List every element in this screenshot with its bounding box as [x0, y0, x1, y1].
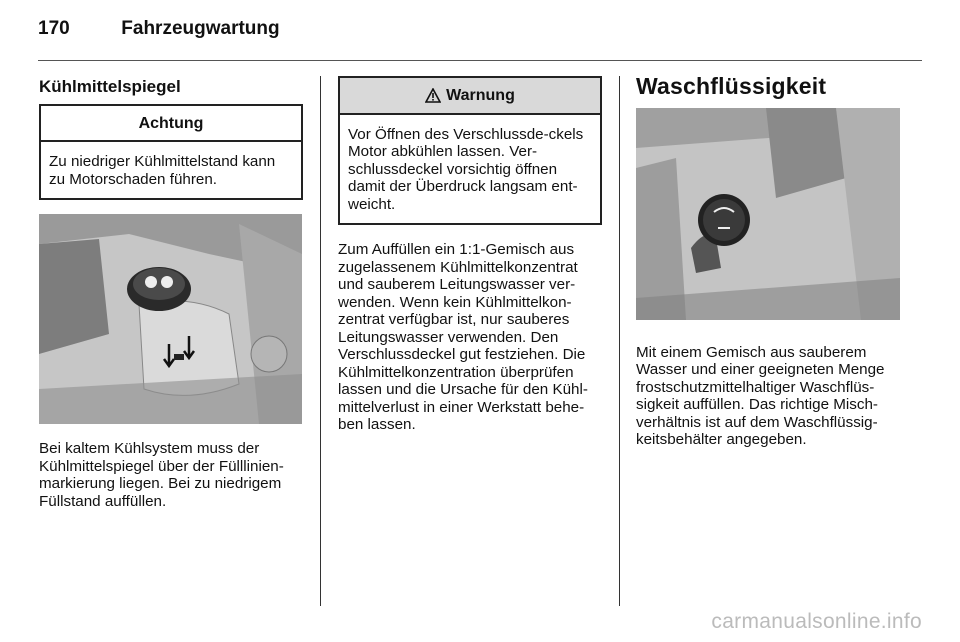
- chapter-title: Fahrzeugwartung: [121, 18, 280, 39]
- page-number: 170: [38, 18, 70, 39]
- header-rule: [38, 60, 922, 61]
- column-divider: [320, 76, 321, 606]
- watermark: carmanualsonline.info: [711, 610, 922, 633]
- washer-fluid-paragraph: Mit einem Gemisch aus sauberem Wasser und einer geeigneten Menge frostschutzmittelhaltiger Waschflüs-sigkeit auffüllen. Das richtige Misch-verhältnis ist auf dem Waschflüssig-keitsbehälter angegeben.: [636, 343, 885, 448]
- coolant-reservoir-illustration: [39, 214, 302, 424]
- refill-paragraph: Zum Auffüllen ein 1:1-Gemisch aus zugelassenem Kühlmittelkonzentrat und sauberem Leitungswasser ver-wenden. Wenn kein Kühlmittelkon-zentrat verfügbar ist, nur sauberes Leitungswasser verwenden. Den Verschlussdeckel gut festziehen. Die Kühlmittelkonzentration überprüfen lassen und die Ursache für den Kühl-mittelverlust in einer Werkstatt behe-ben lassen.: [338, 241, 588, 433]
- section-heading-coolant: Kühlmittelspiegel: [39, 77, 181, 96]
- washer-reservoir-illustration: [636, 108, 900, 320]
- coolant-paragraph: Bei kaltem Kühlsystem muss der Kühlmittelspiegel über der Fülllinien-markierung liegen. Bei zu niedrigem Füllstand auffüllen.: [39, 440, 284, 510]
- caution-text: Zu niedriger Kühlmittelstand kann zu Motorschaden führen.: [49, 153, 276, 188]
- washer-reservoir-photo: [636, 108, 900, 320]
- warning-box: [338, 76, 602, 225]
- warning-title: Warnung: [446, 87, 515, 104]
- warning-header: [340, 78, 600, 115]
- section-heading-washer-fluid: Waschflüssigkeit: [636, 73, 827, 99]
- caution-title: Achtung: [41, 106, 301, 143]
- column-3: [636, 73, 902, 449]
- caution-box: [39, 104, 303, 201]
- coolant-reservoir-photo: [39, 214, 302, 424]
- column-divider: [619, 76, 620, 606]
- column-1: [39, 76, 303, 510]
- page-header: [38, 18, 280, 40]
- warning-triangle-icon: [425, 88, 441, 103]
- warning-text: Vor Öffnen des Verschlussde-ckels Motor abkühlen lassen. Ver-schlussdeckel vorsichtig öffnen damit der Überdruck langsam ent-weicht.: [348, 125, 584, 213]
- column-2: [338, 76, 602, 434]
